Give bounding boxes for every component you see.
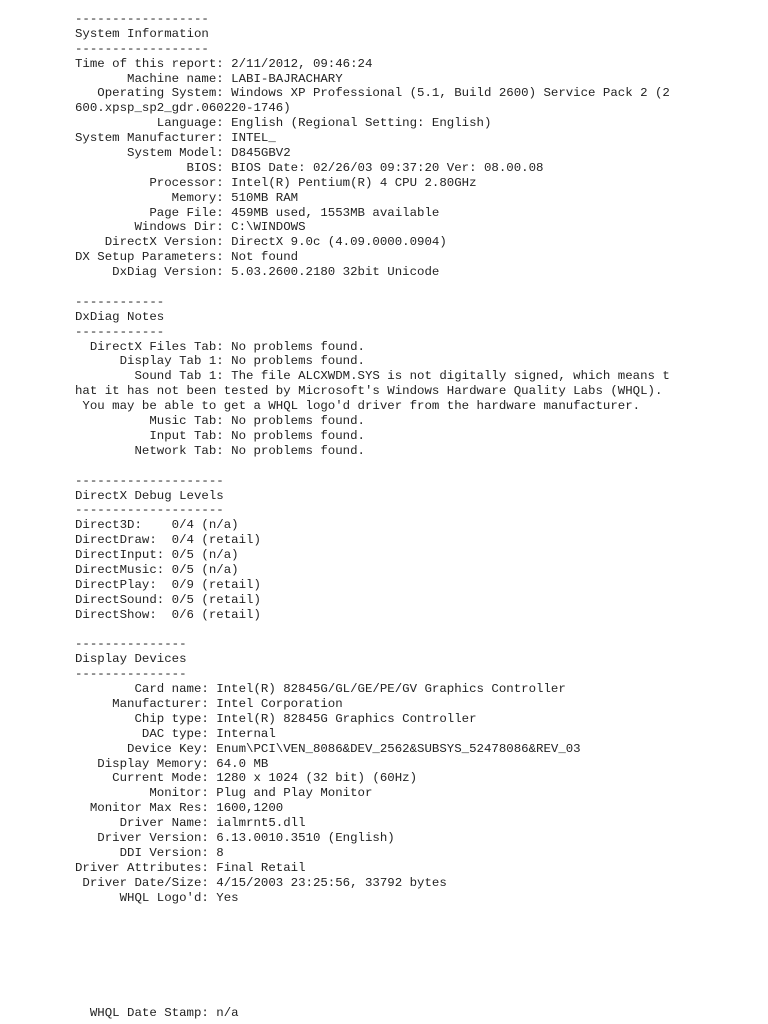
dxdiag-version-line: DxDiag Version: 5.03.2600.2180 32bit Unicode	[75, 265, 440, 280]
directx-version-line: DirectX Version: DirectX 9.0c (4.09.0000.0904)	[75, 235, 447, 250]
section-rule: --------------------	[75, 473, 224, 488]
directmusic-level-line: DirectMusic: 0/5 (n/a)	[75, 562, 239, 577]
card-name-line: Card name: Intel(R) 82845G/GL/GE/PE/GV Graphics Controller	[75, 682, 566, 697]
directplay-level-line: DirectPlay: 0/9 (retail)	[75, 577, 261, 592]
directdraw-level-line: DirectDraw: 0/4 (retail)	[75, 533, 261, 548]
driver-attributes-line: Driver Attributes: Final Retail	[75, 860, 306, 875]
monitor-line: Monitor: Plug and Play Monitor	[75, 786, 373, 801]
driver-name-line: Driver Name: ialmrnt5.dll	[75, 816, 306, 831]
directx-files-tab-line: DirectX Files Tab: No problems found.	[75, 339, 365, 354]
whql-logod-line: WHQL Logo'd: Yes	[75, 890, 239, 905]
processor-line: Processor: Intel(R) Pentium(R) 4 CPU 2.80GHz	[75, 175, 477, 190]
whql-date-stamp-line: WHQL Date Stamp: n/a	[75, 1006, 239, 1020]
section-rule: ---------------	[75, 667, 187, 682]
section-rule: ------------	[75, 294, 165, 309]
language-line: Language: English (Regional Setting: English)	[75, 116, 492, 131]
system-model-line: System Model: D845GBV2	[75, 146, 291, 161]
section-heading-system-information: System Information	[75, 26, 209, 41]
directsound-level-line: DirectSound: 0/5 (retail)	[75, 592, 261, 607]
directinput-level-line: DirectInput: 0/5 (n/a)	[75, 548, 239, 563]
operating-system-line-cont: 600.xpsp_sp2_gdr.060220-1746)	[75, 101, 291, 116]
music-tab-line: Music Tab: No problems found.	[75, 414, 365, 429]
network-tab-line: Network Tab: No problems found.	[75, 443, 365, 458]
bios-line: BIOS: BIOS Date: 02/26/03 09:37:20 Ver: 08.00.08	[75, 160, 544, 175]
driver-version-line: Driver Version: 6.13.0010.3510 (English)	[75, 830, 395, 845]
dxdiag-report	[75, 12, 755, 905]
direct3d-level-line: Direct3D: 0/4 (n/a)	[75, 518, 239, 533]
display-memory-line: Display Memory: 64.0 MB	[75, 756, 269, 771]
display-tab-line: Display Tab 1: No problems found.	[75, 354, 365, 369]
chip-type-line: Chip type: Intel(R) 82845G Graphics Controller	[75, 711, 477, 726]
directshow-level-line: DirectShow: 0/6 (retail)	[75, 607, 261, 622]
windows-dir-line: Windows Dir: C:\WINDOWS	[75, 220, 306, 235]
report-continuation	[75, 1006, 239, 1021]
section-heading-display-devices: Display Devices	[75, 652, 187, 667]
monitor-max-res-line: Monitor Max Res: 1600,1200	[75, 801, 284, 816]
section-rule: ------------------	[75, 41, 209, 56]
driver-date-size-line: Driver Date/Size: 4/15/2003 23:25:56, 33792 bytes	[75, 875, 447, 890]
operating-system-line: Operating System: Windows XP Professional (5.1, Build 2600) Service Pack 2 (2	[75, 86, 670, 101]
machine-name-line: Machine name: LABI-BAJRACHARY	[75, 71, 343, 86]
input-tab-line: Input Tab: No problems found.	[75, 428, 365, 443]
sound-tab-line-cont: hat it has not been tested by Microsoft's Windows Hardware Quality Labs (WHQL).	[75, 384, 663, 399]
section-rule: ---------------	[75, 637, 187, 652]
manufacturer-line: Manufacturer: Intel Corporation	[75, 696, 343, 711]
sound-tab-line: Sound Tab 1: The file ALCXWDM.SYS is not digitally signed, which means t	[75, 369, 670, 384]
dac-type-line: DAC type: Internal	[75, 726, 276, 741]
current-mode-line: Current Mode: 1280 x 1024 (32 bit) (60Hz)	[75, 771, 418, 786]
section-rule: --------------------	[75, 503, 224, 518]
section-heading-directx-debug-levels: DirectX Debug Levels	[75, 488, 224, 503]
report-time-line: Time of this report: 2/11/2012, 09:46:24	[75, 56, 373, 71]
device-key-line: Device Key: Enum\PCI\VEN_8086&DEV_2562&SUBSYS_52478086&REV_03	[75, 741, 581, 756]
ddi-version-line: DDI Version: 8	[75, 845, 224, 860]
system-manufacturer-line: System Manufacturer: INTEL_	[75, 131, 276, 146]
section-heading-dxdiag-notes: DxDiag Notes	[75, 309, 165, 324]
section-rule: ------------------	[75, 12, 209, 26]
page-file-line: Page File: 459MB used, 1553MB available	[75, 205, 440, 220]
memory-line: Memory: 510MB RAM	[75, 190, 299, 205]
sound-tab-line-cont: You may be able to get a WHQL logo'd driver from the hardware manufacturer.	[75, 399, 641, 414]
section-rule: ------------	[75, 324, 165, 339]
dx-setup-parameters-line: DX Setup Parameters: Not found	[75, 250, 299, 265]
